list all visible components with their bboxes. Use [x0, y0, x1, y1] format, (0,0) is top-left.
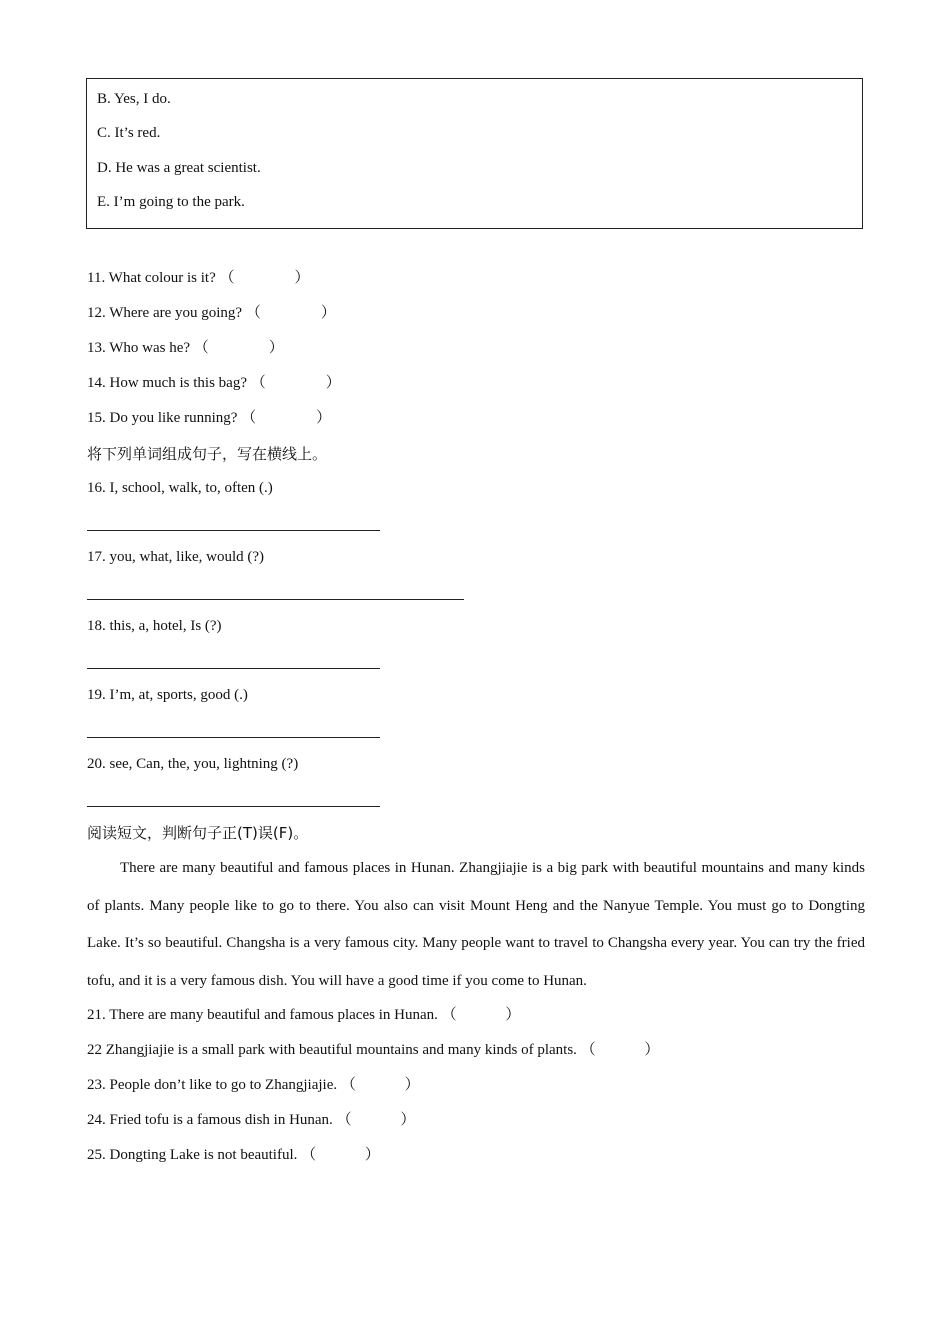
answer-line-16[interactable]: [87, 530, 380, 531]
question-text: 21. There are many beautiful and famous places in Hunan.: [87, 1007, 438, 1023]
answer-options-box: [86, 78, 863, 229]
question-22: [87, 1040, 659, 1060]
option-c: C. It’s red.: [97, 125, 161, 141]
question-15: [87, 408, 331, 428]
section-2-instruction: 将下列单词组成句子，写在横线上。: [87, 445, 328, 463]
question-23: [87, 1075, 420, 1095]
question-text: 15. Do you like running?: [87, 410, 238, 426]
section-3-instruction: 阅读短文，判断句子正(T)误(F)。: [87, 824, 309, 842]
question-12: [87, 303, 336, 323]
question-text: 13. Who was he?: [87, 340, 191, 356]
question-11: [87, 268, 310, 288]
question-16: 16. I, school, walk, to, often (.): [87, 480, 273, 496]
option-b: B. Yes, I do.: [97, 91, 171, 107]
answer-blank[interactable]: （ ）: [340, 1077, 420, 1093]
question-13: [87, 338, 284, 358]
question-text: 23. People don’t like to go to Zhangjiajie.: [87, 1077, 338, 1093]
answer-blank[interactable]: （ ）: [301, 1147, 380, 1163]
answer-blank[interactable]: （ ）: [245, 305, 336, 321]
question-21: [87, 1005, 520, 1025]
question-18: 18. this, a, hotel, Is (?): [87, 618, 222, 634]
answer-blank[interactable]: （ ）: [193, 340, 284, 356]
reading-passage: There are many beautiful and famous places in Hunan. Zhangjiajie is a big park with beautiful mountains and many kinds of plants. Many people like to go to there. You also can visit Mount Heng and the Nanyue Temple. You must go to Dongting Lake. It’s so beautiful. Changsha is a very famous city. Many people want to travel to Changsha every year. You can try the fried tofu, and it is a very famous dish. You will have a good time if you come to Hunan.: [87, 860, 865, 989]
question-24: [87, 1110, 415, 1130]
question-text: 22 Zhangjiajie is a small park with beautiful mountains and many kinds of plants.: [87, 1042, 577, 1058]
answer-line-18[interactable]: [87, 668, 380, 669]
question-19: 19. I’m, at, sports, good (.): [87, 687, 248, 703]
question-text: 12. Where are you going?: [87, 305, 243, 321]
answer-blank[interactable]: （ ）: [580, 1042, 660, 1058]
question-text: 25. Dongting Lake is not beautiful.: [87, 1147, 298, 1163]
question-25: [87, 1145, 380, 1165]
answer-blank[interactable]: （ ）: [241, 410, 332, 426]
option-e: E. I’m going to the park.: [97, 194, 245, 210]
answer-blank[interactable]: （ ）: [219, 270, 310, 286]
answer-blank[interactable]: （ ）: [441, 1007, 521, 1023]
option-d: D. He was a great scientist.: [97, 160, 261, 176]
question-14: [87, 373, 341, 393]
question-text: 11. What colour is it?: [87, 270, 216, 286]
question-text: 24. Fried tofu is a famous dish in Hunan.: [87, 1112, 333, 1128]
answer-line-19[interactable]: [87, 737, 380, 738]
answer-line-17[interactable]: [87, 599, 464, 600]
question-text: 14. How much is this bag?: [87, 375, 247, 391]
question-20: 20. see, Can, the, you, lightning (?): [87, 756, 299, 772]
answer-blank[interactable]: （ ）: [336, 1112, 416, 1128]
question-17: 17. you, what, like, would (?): [87, 549, 265, 565]
answer-line-20[interactable]: [87, 806, 380, 807]
answer-blank[interactable]: （ ）: [250, 375, 341, 391]
